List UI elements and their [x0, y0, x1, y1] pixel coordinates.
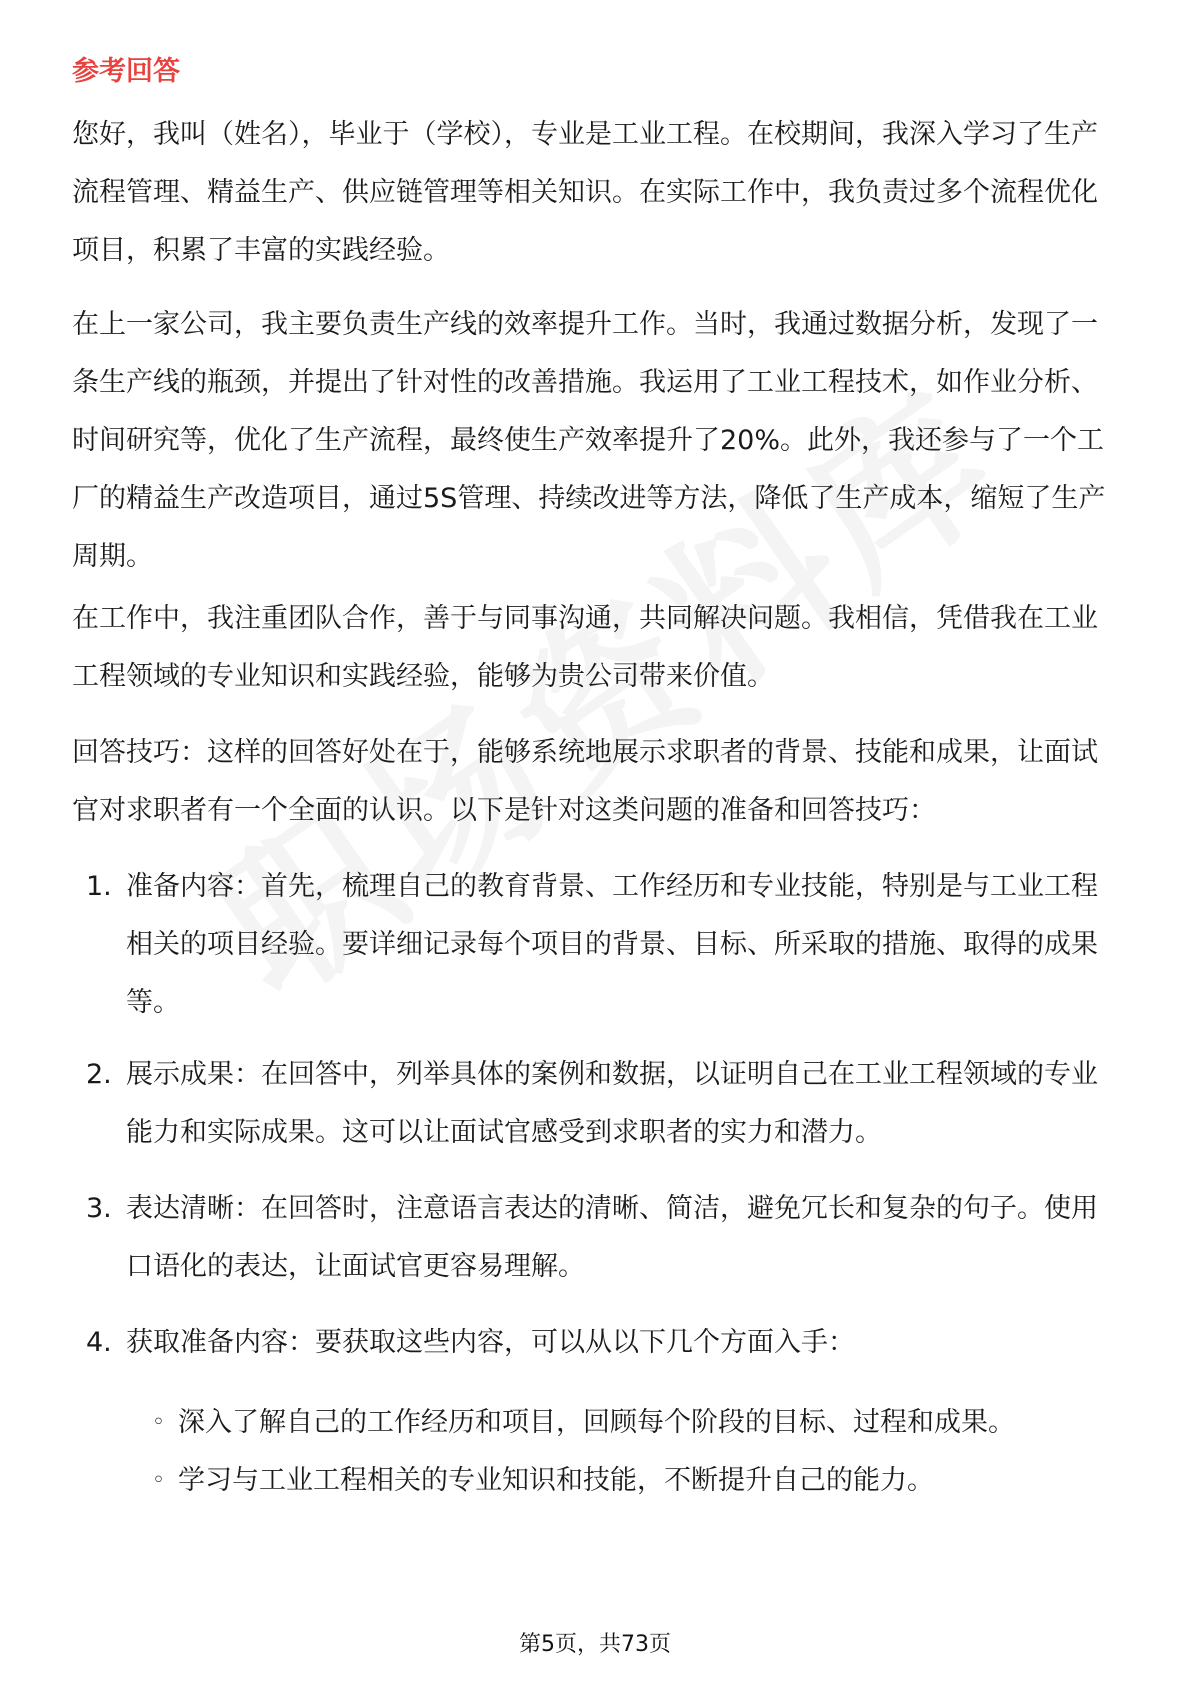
paragraph-experience: 在上一家公司，我主要负责生产线的效率提升工作。当时，我通过数据分析，发现了一条生产线的瓶颈，并提出了针对性的改善措施。我运用了工业工程技术，如作业分析、时间研究等，优化了生产流程，最终使生产效率提升了20%。此外，我还参与了一个工厂的精益生产改造项目，通过5S管理、持续改进等方法，降低了生产成本，缩短了生产周期。 — [72, 309, 1106, 572]
paragraph-intro: 您好，我叫（姓名），毕业于（学校），专业是工业工程。在校期间，我深入学习了生产流程管理、精益生产、供应链管理等相关知识。在实际工作中，我负责过多个流程优化项目，积累了丰富的实践经验。 — [72, 119, 1098, 266]
bullet-icon: ◦ — [152, 1410, 165, 1435]
sub-list-item — [72, 1452, 1122, 1510]
list-item — [72, 1180, 1122, 1296]
sub-list-item-text: 学习与工业工程相关的专业知识和技能，不断提升自己的能力。 — [178, 1465, 934, 1496]
bullet-icon: ◦ — [152, 1468, 165, 1493]
tips-list — [72, 1180, 1122, 1296]
tips-list — [72, 1314, 1122, 1372]
list-number: 2. — [86, 1059, 112, 1090]
tips-list — [72, 858, 1122, 1032]
list-item — [72, 858, 1122, 1032]
list-number: 3. — [86, 1193, 112, 1224]
list-item-text: 准备内容：首先，梳理自己的教育背景、工作经历和专业技能，特别是与工业工程相关的项目经验。要详细记录每个项目的背景、目标、所采取的措施、取得的成果等。 — [126, 871, 1098, 1018]
page-footer: 第5页，共73页 — [519, 1632, 671, 1657]
sub-list — [72, 1394, 1122, 1510]
sub-list-item-text: 深入了解自己的工作经历和项目，回顾每个阶段的目标、过程和成果。 — [178, 1407, 1015, 1438]
sub-list-item — [72, 1394, 1122, 1452]
list-item — [72, 1046, 1122, 1162]
list-number: 4. — [86, 1327, 112, 1358]
paragraph-teamwork: 在工作中，我注重团队合作，善于与同事沟通，共同解决问题。我相信，凭借我在工业工程领域的专业知识和实践经验，能够为贵公司带来价值。 — [72, 603, 1098, 692]
list-item-text: 表达清晰：在回答时，注意语言表达的清晰、简洁，避免冗长和复杂的句子。使用口语化的表达，让面试官更容易理解。 — [126, 1193, 1098, 1282]
list-item — [72, 1314, 1122, 1372]
tips-list — [72, 1046, 1122, 1162]
paragraph-tips: 回答技巧：这样的回答好处在于，能够系统地展示求职者的背景、技能和成果，让面试官对求职者有一个全面的认识。以下是针对这类问题的准备和回答技巧： — [72, 737, 1098, 826]
list-number: 1. — [86, 871, 112, 902]
section-heading: 参考回答 — [72, 56, 180, 87]
list-item-text: 展示成果：在回答中，列举具体的案例和数据，以证明自己在工业工程领域的专业能力和实际成果。这可以让面试官感受到求职者的实力和潜力。 — [126, 1059, 1098, 1148]
list-item-text: 获取准备内容：要获取这些内容，可以从以下几个方面入手： — [126, 1327, 855, 1358]
